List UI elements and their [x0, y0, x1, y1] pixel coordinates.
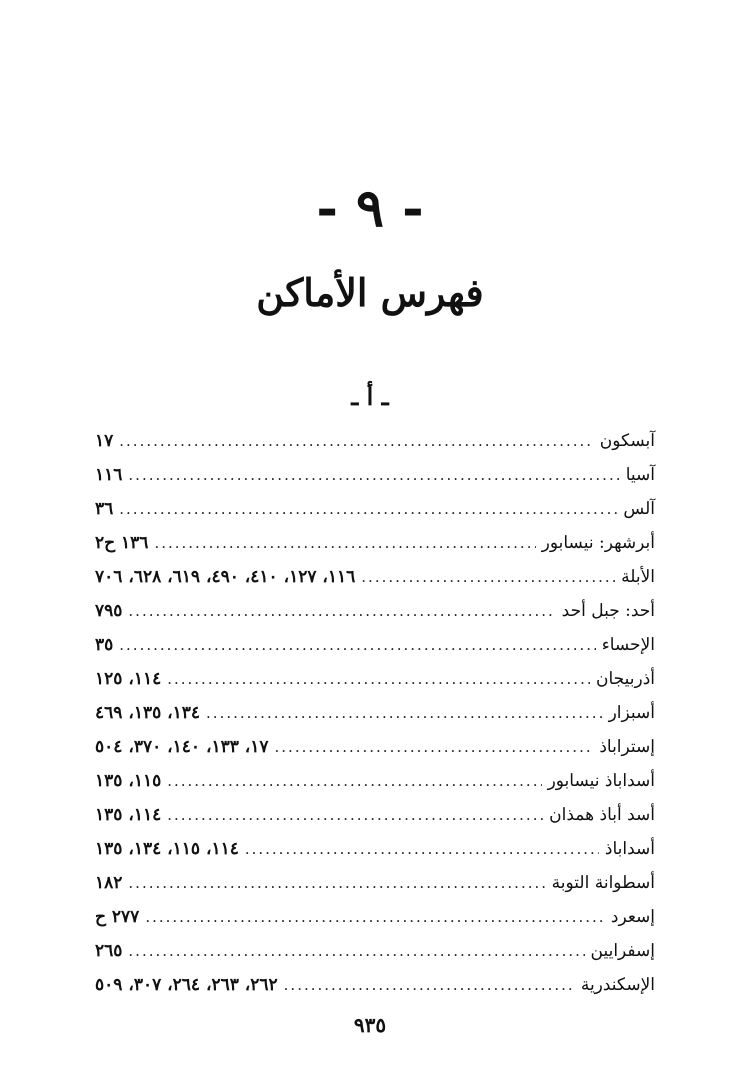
index-entry — [95, 424, 655, 458]
entry-term: أسطوانة التوبة — [551, 873, 655, 893]
dot-leader — [128, 866, 545, 900]
entry-term: آسيا — [625, 465, 655, 485]
dot-leader — [167, 764, 541, 798]
dot-leader — [167, 798, 543, 832]
dot-leader — [284, 968, 575, 1002]
index-entry — [95, 526, 655, 560]
entry-term: أحد: جبل أحد — [561, 601, 655, 621]
dot-leader — [206, 696, 603, 730]
entry-pages: ٣٥ — [95, 635, 114, 655]
entry-term: آبسكون — [599, 431, 655, 451]
section-letter-heading: ـ أ ـ — [351, 382, 389, 411]
page-title: فهرس الأماكن — [256, 270, 484, 315]
dot-leader — [145, 900, 605, 934]
entry-term: أسبزار — [608, 703, 655, 723]
dot-leader — [119, 424, 593, 458]
index-entry — [95, 968, 655, 1002]
entry-pages: ١٧، ١٣٣، ١٤٠، ٣٧٠، ٥٠٤ — [95, 737, 269, 757]
entry-pages: ١٣٦ ح٢ — [95, 533, 149, 553]
dot-leader — [119, 492, 617, 526]
dot-leader — [128, 458, 619, 492]
entry-term: أسداباذ — [604, 839, 655, 859]
entry-pages: ٢٦٥ — [95, 941, 123, 961]
chapter-number: - ٩ - — [316, 178, 424, 239]
entry-term: الإسكندرية — [580, 975, 655, 995]
index-entry — [95, 662, 655, 696]
entry-term: أبرشهر: نيسابور — [541, 533, 655, 553]
entry-term: أسداباذ نيسابور — [547, 771, 655, 791]
entry-term: الإحساء — [601, 635, 655, 655]
entry-term: إسعرد — [610, 907, 655, 927]
dot-leader — [154, 526, 535, 560]
index-entry — [95, 730, 655, 764]
entry-pages: ٣٦ — [95, 499, 114, 519]
index-entry — [95, 798, 655, 832]
dot-leader — [128, 934, 584, 968]
index-entry — [95, 594, 655, 628]
index-entry — [95, 458, 655, 492]
index-entry — [95, 628, 655, 662]
dot-leader — [119, 628, 595, 662]
index-entry — [95, 832, 655, 866]
entry-pages: ١١٤، ١٢٥ — [95, 669, 162, 689]
entry-pages: ١١٦ — [95, 465, 123, 485]
entry-term: آلس — [623, 499, 655, 519]
dot-leader — [361, 560, 615, 594]
index-list — [95, 424, 655, 1002]
dot-leader — [128, 594, 555, 628]
entry-term: الأبلة — [621, 567, 655, 587]
index-entry — [95, 900, 655, 934]
entry-pages: ١٨٢ — [95, 873, 123, 893]
entry-term: إستراباذ — [599, 737, 655, 757]
index-entry — [95, 560, 655, 594]
entry-pages: ٧٩٥ — [95, 601, 123, 621]
index-entry — [95, 934, 655, 968]
index-entry — [95, 866, 655, 900]
entry-pages: ١٧ — [95, 431, 114, 451]
entry-term: إسفرايين — [590, 941, 655, 961]
index-entry — [95, 492, 655, 526]
entry-pages: ١١٤، ١٣٥ — [95, 805, 162, 825]
index-entry — [95, 764, 655, 798]
entry-pages: ١١٥، ١٣٥ — [95, 771, 162, 791]
entry-pages: ١١٦، ١٢٧، ٤١٠، ٤٩٠، ٦١٩، ٦٢٨، ٧٠٦ — [95, 567, 356, 587]
entry-term: أذربيجان — [595, 669, 655, 689]
entry-term: أسد أباذ همذان — [549, 805, 655, 825]
entry-pages: ٢٧٧ ح — [95, 907, 140, 927]
entry-pages: ١١٤، ١١٥، ١٣٤، ١٣٥ — [95, 839, 239, 859]
dot-leader — [245, 832, 599, 866]
dot-leader — [167, 662, 590, 696]
index-entry — [95, 696, 655, 730]
page-number: ٩٣٥ — [353, 1013, 387, 1037]
dot-leader — [275, 730, 594, 764]
entry-pages: ٢٦٢، ٢٦٣، ٢٦٤، ٣٠٧، ٥٠٩ — [95, 975, 278, 995]
entry-pages: ١٣٤، ١٣٥، ٤٦٩ — [95, 703, 201, 723]
